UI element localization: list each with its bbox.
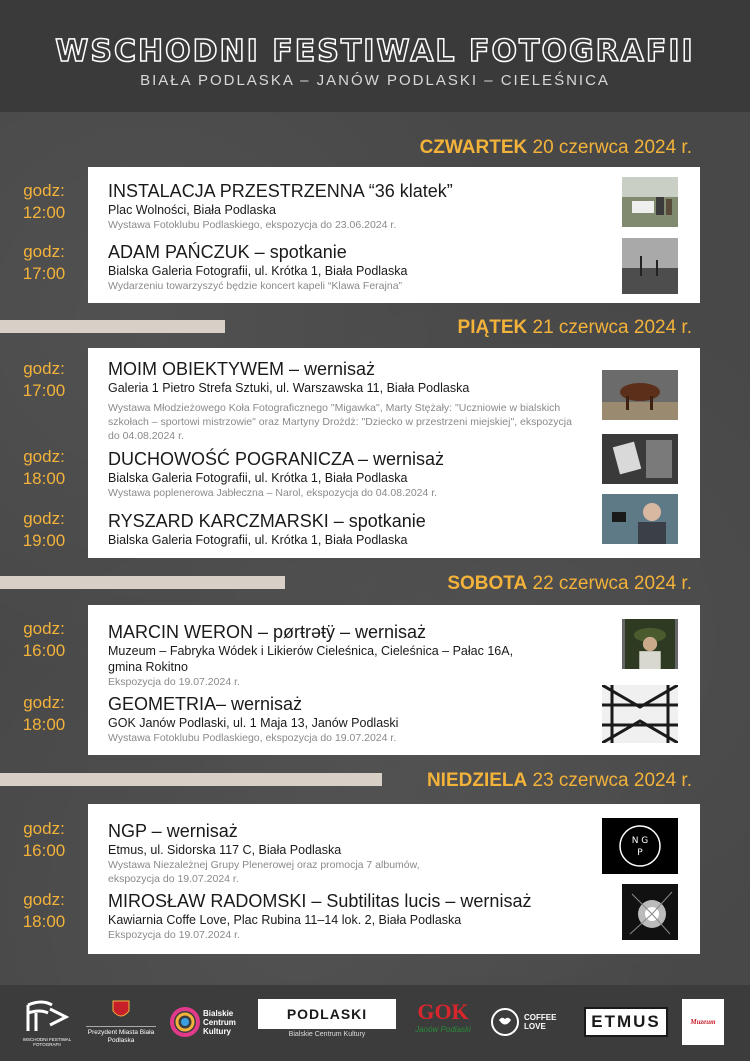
svg-text:P: P [637, 848, 643, 858]
photo-landscape-thumbnail [622, 238, 678, 294]
event-item: RYSZARD KARCZMARSKI – spotkanie Bialska Galeria Fotografii, ul. Krótka 1, Biała Podlaska [108, 511, 426, 547]
svg-text:N G: N G [631, 836, 649, 846]
gok-logo: GOK Janów Podlaski [415, 999, 471, 1034]
city-crest-logo: Prezydent Miasta Biała Podlaska [86, 999, 156, 1045]
day-heading-saturday: SOBOTA 22 czerwca 2024 r. [447, 573, 692, 594]
day-heading-friday: PIĄTEK 21 czerwca 2024 r. [457, 317, 692, 338]
fotoklub-podlaski-logo: PODLASKI Bialskie Centrum Kultury [258, 999, 396, 1045]
event-time: godz: 18:00 [22, 447, 66, 488]
header [0, 0, 750, 112]
ngp-logo-thumbnail [602, 818, 678, 874]
event-time: godz: 16:00 [22, 819, 66, 860]
event-time: godz: 19:00 [22, 509, 66, 550]
divider-bar [0, 320, 225, 333]
event-item: ADAM PAŃCZUK – spotkanie Bialska Galeria Fotografii, ul. Krótka 1, Biała Podlaska Wydarzeniu towarzyszyć będzie koncert kapeli “Klawa Ferajna” [108, 242, 408, 292]
event-time: godz: 12:00 [22, 181, 66, 222]
event-card-thursday [88, 167, 700, 303]
festival-title: WSCHODNI FESTIWAL FOTOGRAFII [55, 34, 695, 69]
event-card-saturday [88, 605, 700, 755]
day-heading-sunday: NIEDZIELA 23 czerwca 2024 r. [426, 770, 692, 791]
photo-horses-thumbnail [602, 370, 678, 420]
event-time: godz: 18:00 [22, 890, 66, 931]
divider-bar [0, 576, 285, 589]
event-item: MARCIN WERON – pørŧrəŧÿ – wernisaż Muzeum – Fabryka Wódek i Likierów Cieleśnica, Cieleśnica – Pałac 16A, gmina Rokitno Ekspozycja do 19.07.2024 r. [108, 622, 514, 688]
event-time: godz: 18:00 [22, 693, 66, 734]
photo-light-thumbnail [622, 884, 678, 940]
coffee-love-logo: COFFEE LOVE [490, 999, 570, 1045]
divider-bar [0, 773, 382, 786]
sponsors-footer [0, 985, 750, 1061]
day-heading-thursday: CZWARTEK 20 czerwca 2024 r. [419, 137, 692, 158]
etmus-logo: ETMUS [584, 999, 668, 1045]
event-item: MIROSŁAW RADOMSKI – Subtilitas lucis – wernisaż Kawiarnia Coffe Love, Plac Rubina 11–14 lok. 2, Biała Podlaska Ekspozycja do 19.07.2024 r. [108, 891, 532, 941]
event-card-friday [88, 348, 700, 558]
photo-installation-thumbnail [622, 177, 678, 227]
bck-logo: Bialskie Centrum Kultury [170, 999, 248, 1045]
event-item: INSTALACJA PRZESTRZENNA “36 klatek” Plac Wolności, Biała Podlaska Wystawa Fotoklubu Podlaskiego, ekspozycja do 23.06.2024 r. [108, 181, 453, 231]
event-time: godz: 17:00 [22, 359, 66, 400]
event-item: NGP – wernisaż Etmus, ul. Sidorska 117 C, Biała Podlaska Wystawa Niezależnej Grupy Plenerowej oraz promocja 7 albumów, ekspozycja do 19.07.2024 r. [108, 821, 420, 885]
festival-locations: BIAŁA PODLASKA – JANÓW PODLASKI – CIELEŚNICA [140, 72, 610, 89]
event-item: MOIM OBIEKTYWEM – wernisaż Galeria 1 Pietro Strefa Sztuki, ul. Warszawska 11, Biała Podlaska Wystawa Młodzieżowego Koła Fotograficznego "Migawka", Marty Stężały: "Uczniowie w bialskich szkołach – sportowi mistrzowie" oraz Martyny Drożdż: "Dziecko w przestrzeni miejskiej", ekspozycja do 04.08.2024 r. [108, 359, 572, 442]
event-card-sunday [88, 804, 700, 954]
wff-logo: WSCHODNI FESTIWAL FOTOGRAFII [22, 999, 72, 1045]
museum-logo: Muzeum [682, 999, 724, 1045]
photo-portrait-thumbnail [602, 494, 678, 544]
event-time: godz: 16:00 [22, 619, 66, 660]
photo-geometry-thumbnail [602, 685, 678, 743]
event-item: GEOMETRIA– wernisaż GOK Janów Podlaski, ul. 1 Maja 13, Janów Podlaski Wystawa Fotoklubu Podlaskiego, ekspozycja do 19.07.2024 r. [108, 694, 399, 744]
event-item: DUCHOWOŚĆ POGRANICZA – wernisaż Bialska Galeria Fotografii, ul. Krótka 1, Biała Podlaska Wystawa poplenerowa Jabłeczna – Narol, ekspozycja do 04.08.2024 r. [108, 449, 445, 499]
photo-church-thumbnail [602, 434, 678, 484]
photo-hat-thumbnail [622, 619, 678, 669]
event-time: godz: 17:00 [22, 242, 66, 283]
